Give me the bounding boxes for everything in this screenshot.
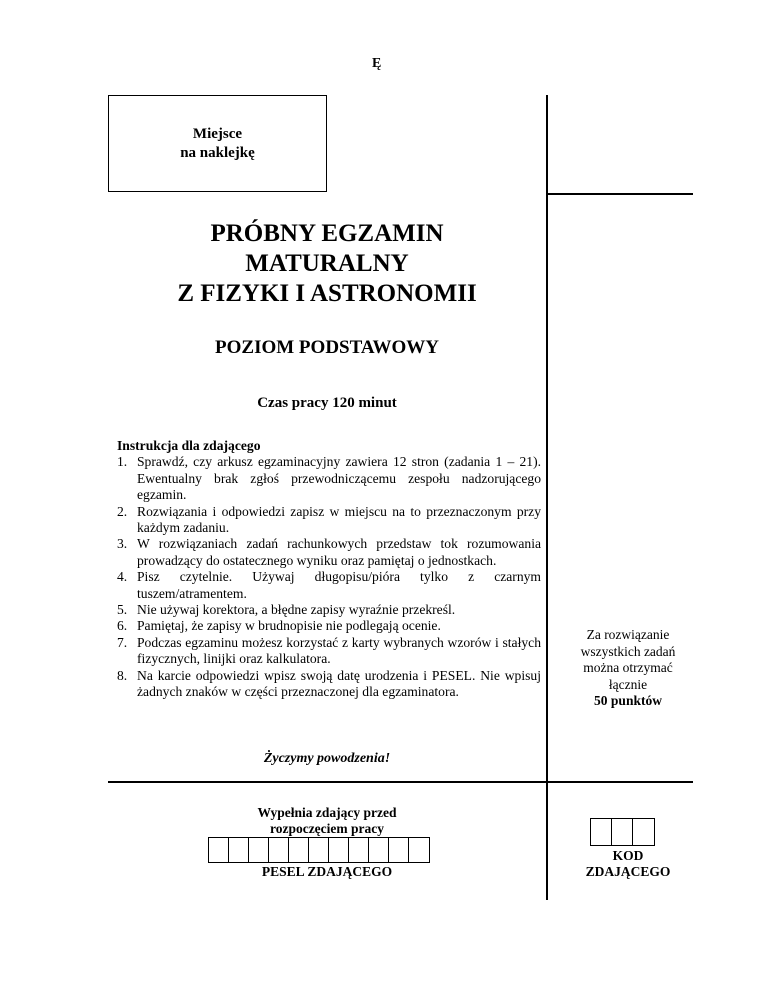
- vertical-divider: [546, 95, 548, 900]
- code-label-line1: KOD: [612, 848, 644, 863]
- code-label-line2: ZDAJĄCEGO: [585, 864, 671, 879]
- code-boxes: [590, 818, 655, 846]
- good-luck-message: Życzymy powodzenia!: [263, 751, 391, 766]
- pesel-label: PESEL ZDAJĄCEGO: [261, 864, 393, 879]
- pesel-digit-box[interactable]: [229, 838, 249, 862]
- top-right-divider: [546, 193, 693, 195]
- sticker-label-line2: na naklejkę: [180, 144, 255, 161]
- instruction-text: Pisz czytelnie. Używaj długopisu/pióra tylko z czarnym tuszem/atramentem.: [137, 569, 541, 601]
- instruction-item: [117, 536, 541, 569]
- instruction-text: W rozwiązaniach zadań rachunkowych przedstaw tok rozumowania prowadzący do ostatecznego wyniku oraz pamiętaj o jednostkach.: [137, 536, 541, 568]
- fill-in-note: [200, 805, 454, 837]
- points-line4: łącznie: [608, 676, 648, 692]
- pesel-digit-box[interactable]: [269, 838, 289, 862]
- instruction-number: 6.: [117, 618, 128, 634]
- pesel-digit-box[interactable]: [309, 838, 329, 862]
- instruction-text: Rozwiązania i odpowiedzi zapisz w miejscu na to przeznaczonym przy każdym zadaniu.: [137, 503, 541, 536]
- points-line1: Za rozwiązanie: [586, 627, 670, 642]
- instruction-text: Podczas egzaminu możesz korzystać z karty wybranych wzorów i stałych fizycznych, linijki oraz kalkulatora.: [137, 634, 541, 667]
- code-label: [548, 848, 708, 880]
- pesel-digit-box[interactable]: [249, 838, 269, 862]
- exam-logo: Ę: [372, 56, 382, 71]
- instruction-number: 8.: [117, 667, 128, 683]
- sticker-label-line1: Miejsce: [192, 125, 243, 142]
- instructions: [117, 438, 541, 701]
- points-info: [548, 627, 708, 710]
- instruction-number: 5.: [117, 602, 128, 618]
- instruction-item: [117, 602, 541, 618]
- code-digit-box[interactable]: [633, 819, 654, 845]
- exam-title-line2: MATURALNY: [245, 250, 409, 277]
- exam-title: [108, 219, 546, 309]
- pesel-boxes: [208, 837, 430, 863]
- points-total: 50 punktów: [594, 693, 662, 708]
- instruction-number: 3.: [117, 536, 128, 552]
- instruction-text: Na karcie odpowiedzi wpisz swoją datę urodzenia i PESEL. Nie wpisuj żadnych znaków w części przeznaczonej dla egzaminatora.: [137, 667, 541, 700]
- instruction-item: [117, 618, 541, 634]
- instruction-text: Nie używaj korektora, a błędne zapisy wyraźnie przekreśl.: [137, 602, 456, 618]
- exam-title-line3: Z FIZYKI I ASTRONOMII: [177, 280, 477, 307]
- points-line2: wszystkich zadań: [580, 643, 676, 659]
- points-line3: można otrzymać: [583, 660, 673, 675]
- instruction-number: 4.: [117, 569, 128, 585]
- code-digit-box[interactable]: [612, 819, 633, 845]
- pesel-digit-box[interactable]: [369, 838, 389, 862]
- instruction-text: Pamiętaj, że zapisy w brudnopisie nie podlegają ocenie.: [137, 618, 441, 634]
- instructions-heading: Instrukcja dla zdającego: [117, 438, 261, 453]
- pesel-digit-box[interactable]: [209, 838, 229, 862]
- fill-in-line2: rozpoczęciem pracy: [269, 821, 385, 836]
- pesel-digit-box[interactable]: [349, 838, 369, 862]
- instruction-item: [117, 668, 541, 701]
- exam-level: POZIOM PODSTAWOWY: [215, 337, 439, 358]
- sticker-box: [108, 95, 327, 192]
- instruction-number: 1.: [117, 454, 128, 470]
- pesel-digit-box[interactable]: [329, 838, 349, 862]
- instruction-item: [117, 454, 541, 503]
- instruction-item: [117, 504, 541, 537]
- pesel-digit-box[interactable]: [389, 838, 409, 862]
- instructions-list: [117, 454, 541, 700]
- instruction-number: 2.: [117, 503, 128, 519]
- fill-in-line1: Wypełnia zdający przed: [257, 805, 397, 820]
- instruction-text: Sprawdź, czy arkusz egzaminacyjny zawiera 12 stron (zadania 1 – 21). Ewentualny brak zgłoś przewodniczącemu zespołu nadzorującego egzamin.: [137, 454, 541, 503]
- instruction-item: [117, 569, 541, 602]
- bottom-divider: [108, 781, 693, 783]
- code-digit-box[interactable]: [591, 819, 612, 845]
- exam-title-line1: PRÓBNY EGZAMIN: [210, 220, 444, 247]
- exam-time: Czas pracy 120 minut: [257, 395, 397, 411]
- pesel-digit-box[interactable]: [409, 838, 429, 862]
- instruction-number: 7.: [117, 634, 128, 650]
- pesel-digit-box[interactable]: [289, 838, 309, 862]
- instruction-item: [117, 635, 541, 668]
